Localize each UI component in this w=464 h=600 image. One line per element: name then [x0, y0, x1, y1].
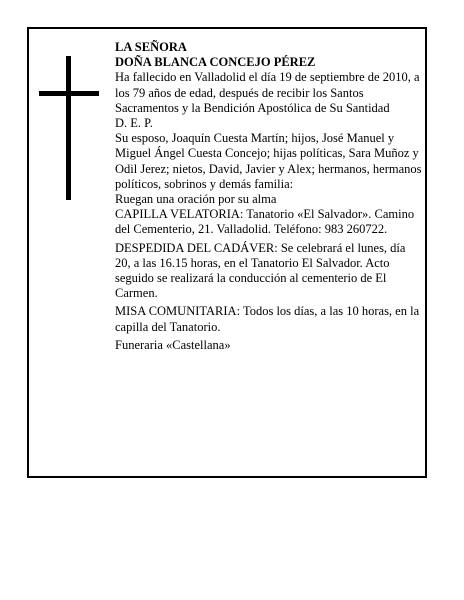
- deceased-name: DOÑA BLANCA CONCEJO PÉREZ: [115, 55, 316, 70]
- obituary-notice: [27, 27, 427, 478]
- cross-icon: [39, 56, 99, 200]
- prayer-request: Ruegan una oración por su alma: [115, 192, 277, 207]
- family-list: Su esposo, Joaquín Cuesta Martín; hijos, José Manuel y Miguel Ángel Cuesta Concejo; hijas políticas, Sara Muñoz y Odil Jerez; nietos, David, Javier y Alex; hermanos, hermanos políticos, sobrinos y demás familia:: [115, 131, 422, 191]
- death-announcement: Ha fallecido en Valladolid el día 19 de septiembre de 2010, a los 79 años de edad, después de recibir los Santos Sacramentos y la Bendición Apostólica de Su Santidad: [115, 70, 420, 115]
- cross-horizontal-bar: [39, 91, 99, 96]
- rip-line: D. E. P.: [115, 116, 153, 131]
- cross-vertical-bar: [66, 56, 71, 200]
- chapel-info: CAPILLA VELATORIA: Tanatorio «El Salvador». Camino del Cementerio, 21. Valladolid. Teléfono: 983 260722.: [115, 207, 415, 237]
- mass-info: MISA COMUNITARIA: Todos los días, a las 10 horas, en la capilla del Tanatorio.: [115, 304, 420, 334]
- title-line-1: LA SEÑORA: [115, 40, 187, 54]
- funeral-home: Funeraria «Castellana»: [115, 337, 231, 352]
- obituary-text: [115, 40, 423, 353]
- farewell-info: DESPEDIDA DEL CADÁVER: Se celebrará el lunes, día 20, a las 16.15 horas, en el Tanatorio El Salvador. Acto seguido se realizará la conducción al cementerio de El Carmen.: [115, 240, 406, 301]
